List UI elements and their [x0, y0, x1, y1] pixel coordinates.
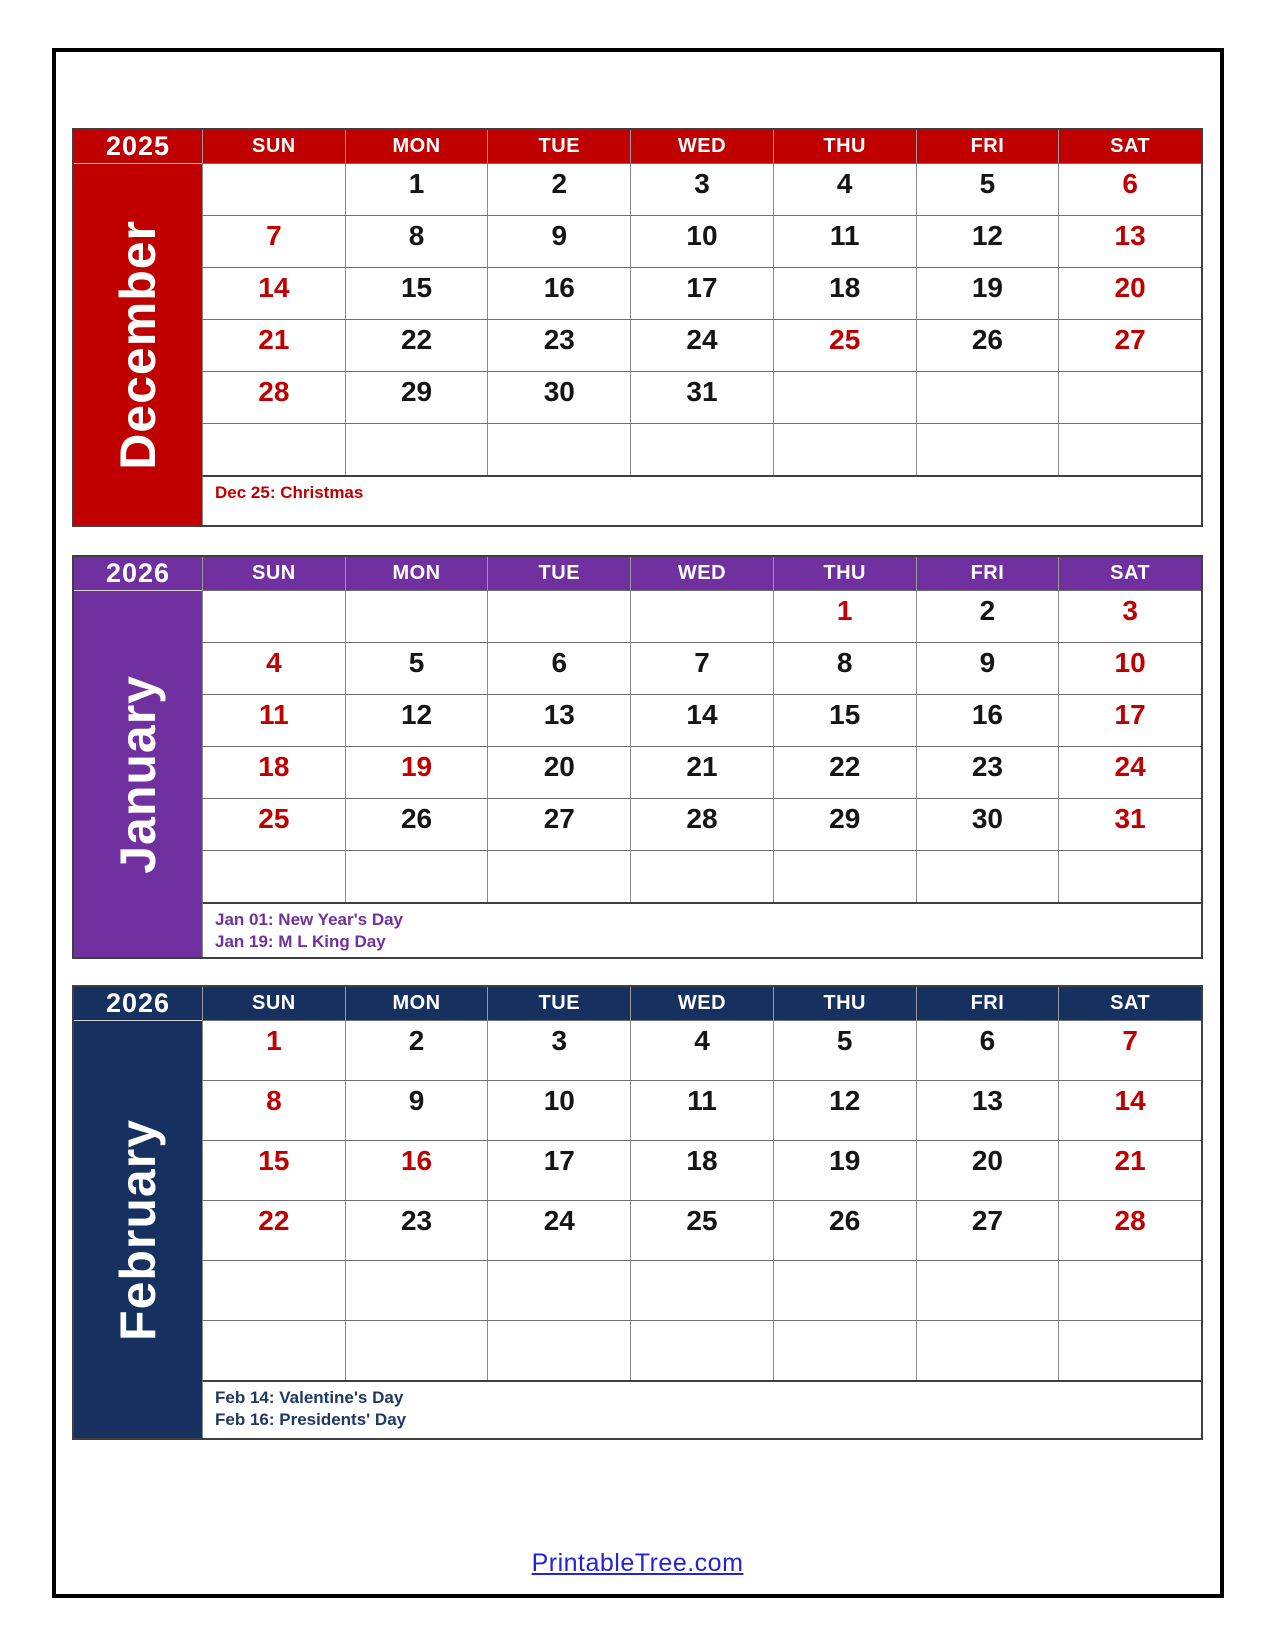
day-cell: 10	[1058, 642, 1201, 694]
day-cell: 11	[202, 694, 345, 746]
empty-day-cell	[345, 1320, 488, 1380]
day-cell: 14	[1058, 1080, 1201, 1140]
calendar-february-2026	[72, 985, 1203, 1440]
day-cell: 14	[202, 267, 345, 319]
empty-day-cell	[1058, 1260, 1201, 1320]
holiday-note: Jan 19: M L King Day	[215, 932, 386, 952]
empty-day-cell	[1058, 371, 1201, 423]
year-label: 2026	[74, 557, 202, 590]
day-cell: 20	[1058, 267, 1201, 319]
empty-day-cell	[773, 1260, 916, 1320]
empty-day-cell	[773, 371, 916, 423]
day-cell: 3	[630, 163, 773, 215]
footer	[0, 1549, 1275, 1578]
empty-day-cell	[202, 850, 345, 902]
holiday-row	[202, 1380, 1201, 1438]
day-cell: 30	[487, 371, 630, 423]
holiday-row	[202, 902, 1201, 957]
day-header-mon: MON	[345, 557, 488, 590]
empty-day-cell	[202, 590, 345, 642]
day-cell: 2	[345, 1020, 488, 1080]
day-cell: 17	[630, 267, 773, 319]
empty-day-cell	[916, 371, 1059, 423]
day-cell: 7	[1058, 1020, 1201, 1080]
day-cell: 26	[773, 1200, 916, 1260]
day-header-sun: SUN	[202, 557, 345, 590]
day-cell: 25	[773, 319, 916, 371]
empty-day-cell	[202, 1260, 345, 1320]
day-cell: 5	[916, 163, 1059, 215]
year-label: 2026	[74, 987, 202, 1020]
holiday-note: Feb 14: Valentine's Day	[215, 1388, 404, 1407]
month-column	[74, 1020, 202, 1438]
day-header-tue: TUE	[487, 557, 630, 590]
day-header-wed: WED	[630, 130, 773, 163]
empty-day-cell	[345, 1260, 488, 1320]
day-cell: 16	[916, 694, 1059, 746]
day-cell: 16	[345, 1140, 488, 1200]
day-cell: 18	[773, 267, 916, 319]
month-label: December	[110, 219, 166, 470]
day-cell: 12	[916, 215, 1059, 267]
day-cell: 22	[773, 746, 916, 798]
day-header-thu: THU	[773, 557, 916, 590]
empty-day-cell	[487, 590, 630, 642]
day-cell: 14	[630, 694, 773, 746]
day-cell: 5	[773, 1020, 916, 1080]
empty-day-cell	[202, 1320, 345, 1380]
month-label: January	[110, 674, 166, 874]
empty-day-cell	[345, 850, 488, 902]
day-cell: 9	[345, 1080, 488, 1140]
day-cell: 9	[916, 642, 1059, 694]
day-cell: 13	[1058, 215, 1201, 267]
day-cell: 6	[916, 1020, 1059, 1080]
day-cell: 31	[1058, 798, 1201, 850]
empty-day-cell	[1058, 1320, 1201, 1380]
day-header-wed: WED	[630, 987, 773, 1020]
day-header-sat: SAT	[1058, 557, 1201, 590]
day-header-thu: THU	[773, 130, 916, 163]
empty-day-cell	[345, 423, 488, 475]
empty-day-cell	[630, 850, 773, 902]
month-column	[74, 163, 202, 525]
day-cell: 25	[202, 798, 345, 850]
day-cell: 27	[916, 1200, 1059, 1260]
day-cell: 28	[630, 798, 773, 850]
day-cell: 1	[345, 163, 488, 215]
empty-day-cell	[202, 163, 345, 215]
holiday-note: Jan 01: New Year's Day	[215, 910, 404, 929]
day-cell: 18	[630, 1140, 773, 1200]
day-cell: 10	[487, 1080, 630, 1140]
day-cell: 1	[773, 590, 916, 642]
day-cell: 11	[773, 215, 916, 267]
holiday-note: Dec 25: Christmas	[215, 483, 364, 502]
day-header-sun: SUN	[202, 987, 345, 1020]
empty-day-cell	[916, 1260, 1059, 1320]
empty-day-cell	[773, 423, 916, 475]
day-cell: 7	[630, 642, 773, 694]
day-cell: 15	[345, 267, 488, 319]
empty-day-cell	[916, 850, 1059, 902]
day-cell: 26	[916, 319, 1059, 371]
holiday-row	[202, 475, 1201, 525]
day-header-mon: MON	[345, 130, 488, 163]
day-cell: 10	[630, 215, 773, 267]
day-cell: 15	[202, 1140, 345, 1200]
empty-day-cell	[487, 423, 630, 475]
empty-day-cell	[487, 1320, 630, 1380]
day-cell: 5	[345, 642, 488, 694]
empty-day-cell	[1058, 423, 1201, 475]
day-cell: 6	[1058, 163, 1201, 215]
footer-link[interactable]: PrintableTree.com	[531, 1549, 744, 1577]
empty-day-cell	[630, 590, 773, 642]
day-header-sun: SUN	[202, 130, 345, 163]
day-cell: 21	[630, 746, 773, 798]
day-cell: 22	[345, 319, 488, 371]
empty-day-cell	[773, 850, 916, 902]
day-cell: 8	[345, 215, 488, 267]
day-cell: 17	[487, 1140, 630, 1200]
day-cell: 23	[345, 1200, 488, 1260]
day-cell: 4	[773, 163, 916, 215]
day-cell: 1	[202, 1020, 345, 1080]
month-label: February	[110, 1118, 166, 1341]
day-cell: 23	[487, 319, 630, 371]
month-column	[74, 590, 202, 957]
day-cell: 16	[487, 267, 630, 319]
day-cell: 19	[916, 267, 1059, 319]
day-cell: 27	[487, 798, 630, 850]
day-cell: 29	[773, 798, 916, 850]
day-cell: 25	[630, 1200, 773, 1260]
day-header-tue: TUE	[487, 987, 630, 1020]
day-cell: 13	[916, 1080, 1059, 1140]
empty-day-cell	[916, 1320, 1059, 1380]
day-cell: 3	[1058, 590, 1201, 642]
day-cell: 22	[202, 1200, 345, 1260]
day-cell: 17	[1058, 694, 1201, 746]
day-header-tue: TUE	[487, 130, 630, 163]
day-cell: 20	[916, 1140, 1059, 1200]
day-header-sat: SAT	[1058, 130, 1201, 163]
day-cell: 19	[773, 1140, 916, 1200]
day-cell: 23	[916, 746, 1059, 798]
day-header-fri: FRI	[916, 557, 1059, 590]
day-header-fri: FRI	[916, 987, 1059, 1020]
day-header-fri: FRI	[916, 130, 1059, 163]
day-cell: 26	[345, 798, 488, 850]
day-cell: 8	[202, 1080, 345, 1140]
empty-day-cell	[487, 850, 630, 902]
day-cell: 3	[487, 1020, 630, 1080]
day-cell: 24	[487, 1200, 630, 1260]
day-header-mon: MON	[345, 987, 488, 1020]
day-cell: 12	[773, 1080, 916, 1140]
day-cell: 28	[1058, 1200, 1201, 1260]
day-cell: 9	[487, 215, 630, 267]
day-cell: 30	[916, 798, 1059, 850]
day-cell: 12	[345, 694, 488, 746]
empty-day-cell	[630, 1260, 773, 1320]
day-cell: 2	[916, 590, 1059, 642]
empty-day-cell	[1058, 850, 1201, 902]
empty-day-cell	[630, 423, 773, 475]
day-cell: 29	[345, 371, 488, 423]
day-cell: 4	[202, 642, 345, 694]
day-header-wed: WED	[630, 557, 773, 590]
day-cell: 19	[345, 746, 488, 798]
year-label: 2025	[74, 130, 202, 163]
calendar-december-2025	[72, 128, 1203, 527]
empty-day-cell	[916, 423, 1059, 475]
day-cell: 15	[773, 694, 916, 746]
day-cell: 8	[773, 642, 916, 694]
day-cell: 24	[1058, 746, 1201, 798]
day-cell: 6	[487, 642, 630, 694]
day-cell: 7	[202, 215, 345, 267]
day-cell: 13	[487, 694, 630, 746]
holiday-note: Feb 16: Presidents' Day	[215, 1410, 407, 1430]
day-cell: 28	[202, 371, 345, 423]
empty-day-cell	[630, 1320, 773, 1380]
day-cell: 11	[630, 1080, 773, 1140]
day-cell: 2	[487, 163, 630, 215]
day-cell: 21	[1058, 1140, 1201, 1200]
day-cell: 31	[630, 371, 773, 423]
calendar-january-2026	[72, 555, 1203, 959]
empty-day-cell	[345, 590, 488, 642]
day-header-thu: THU	[773, 987, 916, 1020]
day-cell: 4	[630, 1020, 773, 1080]
day-cell: 20	[487, 746, 630, 798]
day-cell: 24	[630, 319, 773, 371]
day-cell: 18	[202, 746, 345, 798]
day-header-sat: SAT	[1058, 987, 1201, 1020]
empty-day-cell	[487, 1260, 630, 1320]
empty-day-cell	[202, 423, 345, 475]
empty-day-cell	[773, 1320, 916, 1380]
day-cell: 27	[1058, 319, 1201, 371]
day-cell: 21	[202, 319, 345, 371]
